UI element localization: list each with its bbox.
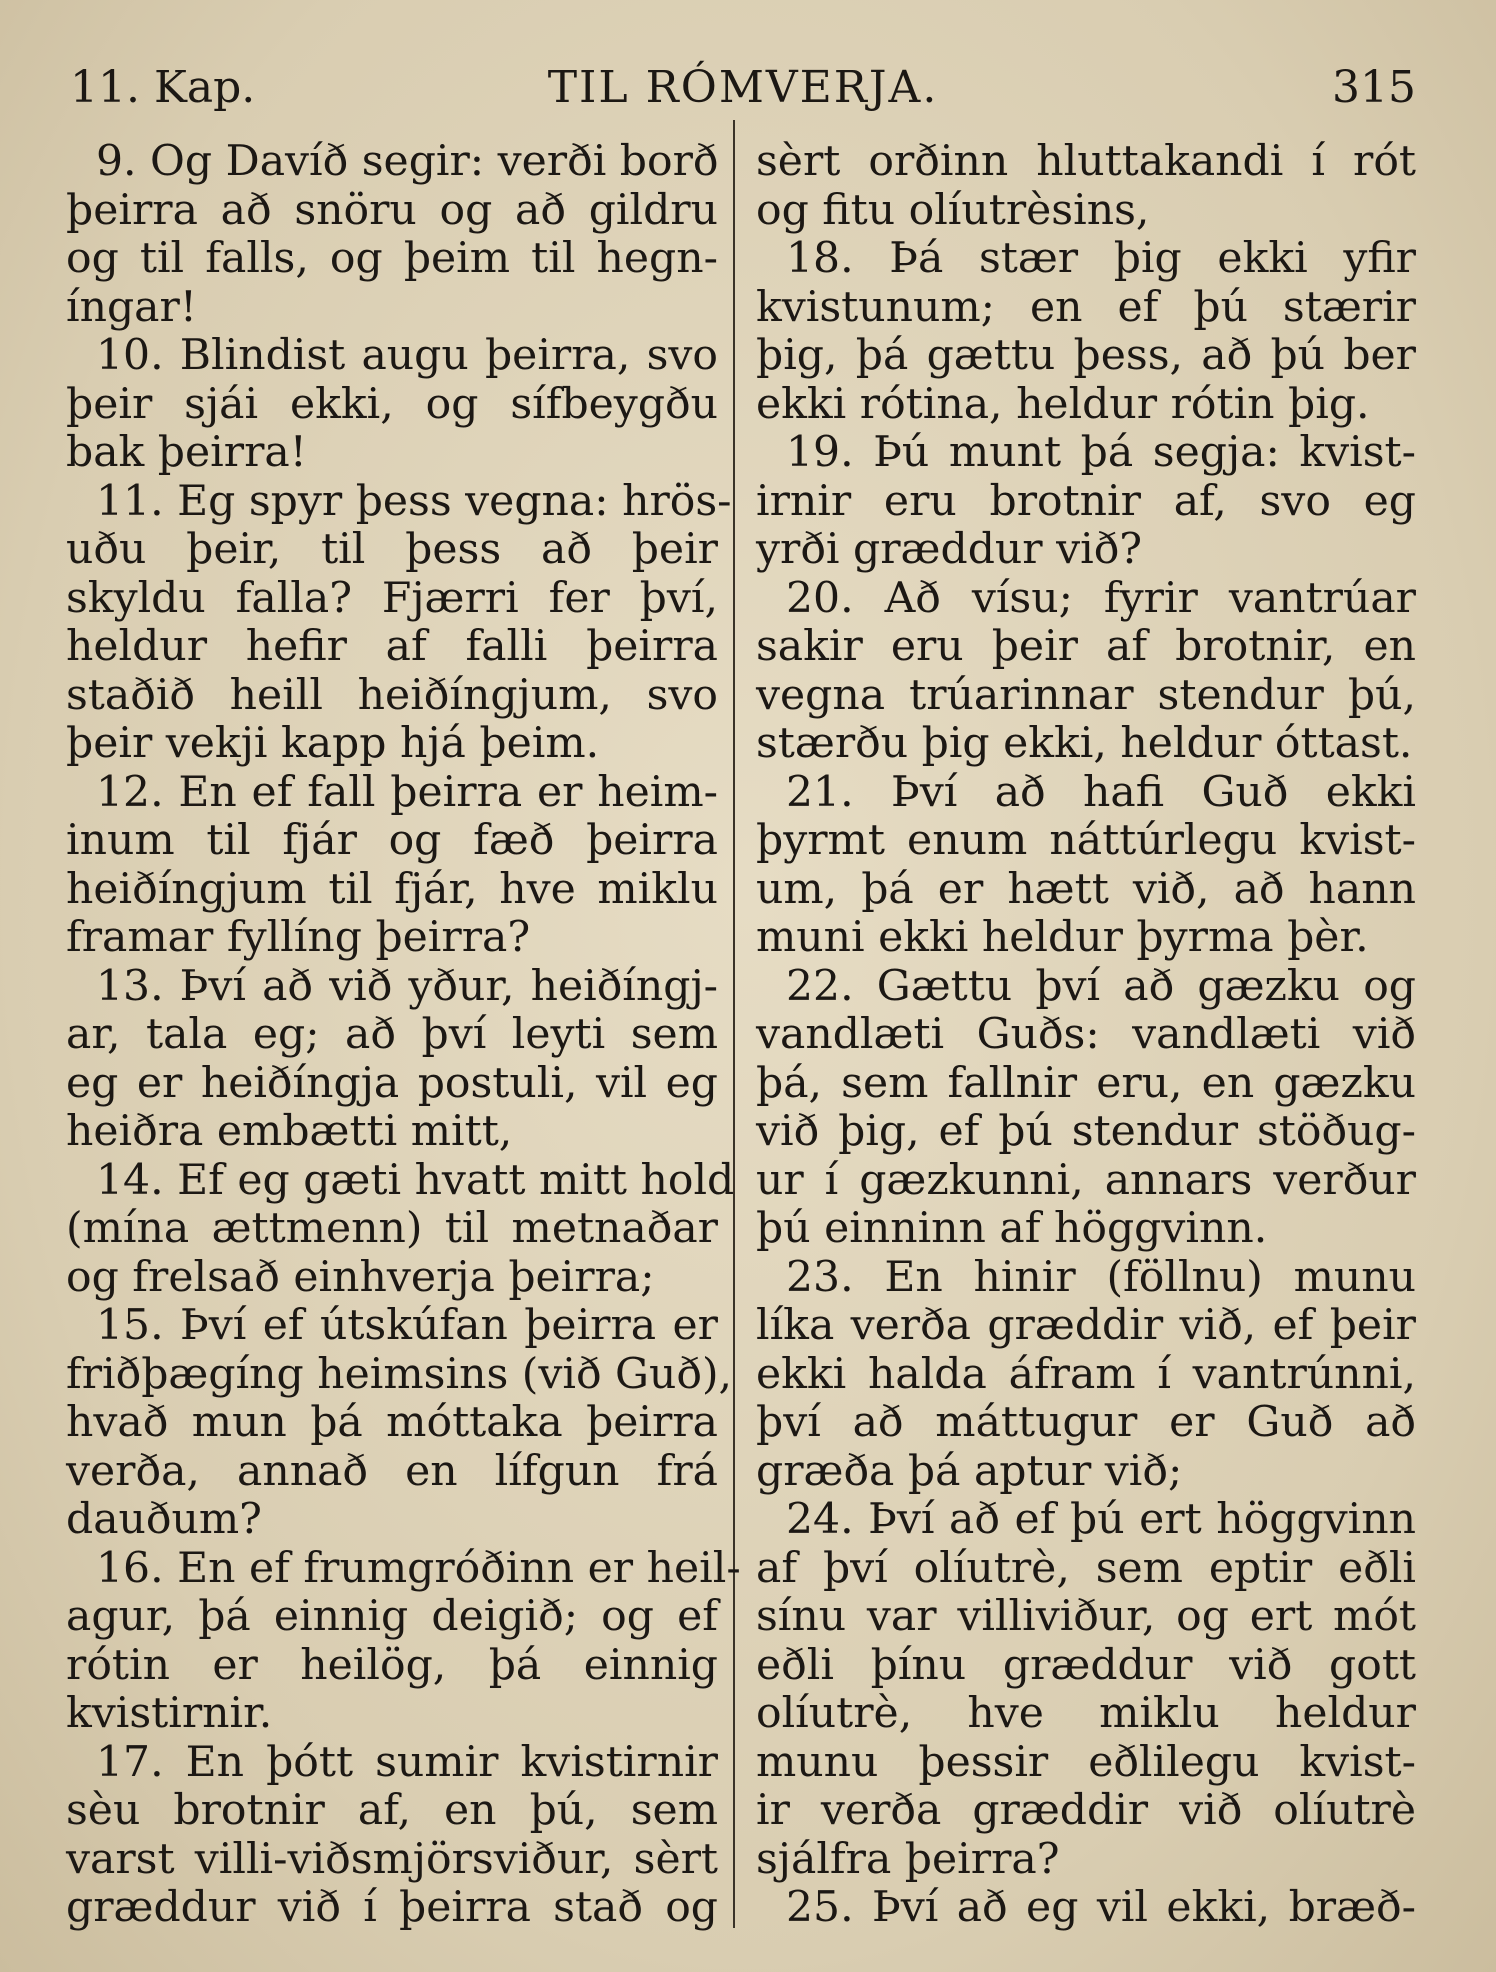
- text-line: uðu þeir, til þess að þeir: [66, 525, 718, 574]
- text-line: 16. En ef frumgróðinn er heil-: [96, 1543, 741, 1593]
- text-line: yrði græddur við?: [756, 525, 1143, 574]
- text-line: því að máttugur er Guð að: [756, 1398, 1416, 1447]
- text-line: irnir eru brotnir af, svo eg: [756, 476, 1416, 526]
- text-line: skyldu falla? Fjærri fer því,: [66, 573, 718, 623]
- text-line: (mína ættmenn) til metnaðar: [66, 1204, 718, 1253]
- text-line: 14. Ef eg gæti hvatt mitt hold: [96, 1155, 735, 1205]
- text-line: um, þá er hætt við, að hann: [756, 864, 1416, 914]
- text-line: þú einninn af höggvinn.: [756, 1204, 1268, 1253]
- text-line: 25. Því að eg vil ekki, bræð-: [786, 1883, 1416, 1932]
- text-line: 18. Þá stær þig ekki yfir: [786, 234, 1416, 283]
- text-line: þá, sem fallnir eru, en gæzku: [756, 1058, 1416, 1108]
- text-line: sakir eru þeir af brotnir, en: [756, 622, 1416, 671]
- text-line: framar fyllíng þeirra?: [66, 913, 531, 962]
- text-line: þeir vekji kapp hjá þeim.: [66, 719, 600, 768]
- text-line: eg er heiðíngja postuli, vil eg: [66, 1058, 718, 1108]
- text-line: verða, annað en lífgun frá: [66, 1446, 718, 1496]
- text-line: 24. Því að ef þú ert höggvinn: [786, 1495, 1416, 1544]
- text-line: kvistirnir.: [66, 1689, 273, 1738]
- text-line: þeirra að snöru og að gildru: [66, 185, 718, 235]
- text-line: heiðíngjum til fjár, hve miklu: [66, 864, 718, 914]
- text-line: bak þeirra!: [66, 428, 307, 477]
- text-line: friðþægíng heimsins (við Guð),: [66, 1349, 733, 1399]
- text-line: 15. Því ef útskúfan þeirra er: [96, 1301, 718, 1350]
- text-line: þeir sjái ekki, og sífbeygðu: [66, 379, 718, 429]
- text-line: vegna trúarinnar stendur þú,: [756, 670, 1416, 720]
- text-line: þig, þá gættu þess, að þú ber: [756, 331, 1416, 380]
- text-line: rótin er heilög, þá einnig: [66, 1640, 718, 1690]
- text-line: íngar!: [66, 282, 197, 332]
- text-line: og frelsað einhverja þeirra;: [66, 1252, 655, 1302]
- text-line: græddur við í þeirra stað og: [66, 1883, 718, 1932]
- text-line: stærðu þig ekki, heldur óttast.: [756, 719, 1413, 768]
- text-line: 22. Gættu því að gæzku og: [786, 961, 1416, 1011]
- page-title: TIL RÓMVERJA.: [547, 62, 939, 113]
- text-line: 11. Eg spyr þess vegna: hrös-: [96, 476, 732, 526]
- text-line: 23. En hinir (föllnu) munu: [786, 1252, 1416, 1302]
- text-line: 17. En þótt sumir kvistirnir: [96, 1737, 718, 1787]
- text-line: sjálfra þeirra?: [756, 1834, 1060, 1884]
- page-number: 315: [1332, 62, 1416, 113]
- text-line: heldur hefir af falli þeirra: [66, 622, 718, 671]
- text-line: 10. Blindist augu þeirra, svo: [96, 331, 718, 380]
- text-line: ekki rótina, heldur rótin þig.: [756, 379, 1370, 429]
- column-divider: [733, 120, 735, 1928]
- text-line: ir verða græddir við olíutrè: [756, 1786, 1416, 1835]
- text-line: ur í gæzkunni, annars verður: [756, 1155, 1416, 1205]
- text-line: staðið heill heiðíngjum, svo: [66, 670, 718, 720]
- text-line: 19. Þú munt þá segja: kvist-: [786, 428, 1416, 477]
- text-line: eðli þínu græddur við gott: [756, 1640, 1416, 1690]
- text-line: líka verða græddir við, ef þeir: [756, 1301, 1416, 1350]
- text-line: græða þá aptur við;: [756, 1446, 1183, 1496]
- text-line: ar, tala eg; að því leyti sem: [66, 1010, 718, 1059]
- text-line: 9. Og Davíð segir: verði borð: [96, 137, 719, 186]
- text-line: við þig, ef þú stendur stöðug-: [756, 1107, 1416, 1156]
- text-line: olíutrè, hve miklu heldur: [756, 1689, 1416, 1738]
- text-line: þyrmt enum náttúrlegu kvist-: [756, 816, 1416, 865]
- text-line: sèu brotnir af, en þú, sem: [66, 1786, 718, 1835]
- chapter-label: 11. Kap.: [70, 62, 256, 113]
- text-line: 12. En ef fall þeirra er heim-: [96, 767, 718, 817]
- text-line: varst villi-viðsmjörsviður, sèrt: [66, 1834, 718, 1884]
- text-line: 13. Því að við yður, heiðíngj-: [96, 961, 718, 1011]
- text-line: og til falls, og þeim til hegn-: [66, 234, 718, 283]
- text-line: agur, þá einnig deigið; og ef: [66, 1592, 718, 1641]
- text-line: munu þessir eðlilegu kvist-: [756, 1737, 1416, 1787]
- text-line: inum til fjár og fæð þeirra: [66, 816, 718, 865]
- text-line: 21. Því að hafi Guð ekki: [786, 767, 1416, 817]
- text-line: af því olíutrè, sem eptir eðli: [756, 1543, 1416, 1593]
- text-line: sèrt orðinn hluttakandi í rót: [756, 137, 1416, 186]
- text-line: hvað mun þá móttaka þeirra: [66, 1398, 718, 1447]
- text-line: vandlæti Guðs: vandlæti við: [756, 1010, 1416, 1059]
- text-line: heiðra embætti mitt,: [66, 1107, 513, 1156]
- text-line: muni ekki heldur þyrma þèr.: [756, 913, 1369, 962]
- text-line: sínu var villiviður, og ert mót: [756, 1592, 1416, 1641]
- running-header: [70, 62, 1416, 114]
- text-line: og fitu olíutrèsins,: [756, 185, 1150, 235]
- text-line: kvistunum; en ef þú stærir: [756, 282, 1416, 332]
- right-column: [756, 138, 1416, 1933]
- left-column: [66, 137, 741, 1933]
- text-line: dauðum?: [66, 1495, 262, 1544]
- text-line: ekki halda áfram í vantrúnni,: [756, 1349, 1416, 1399]
- text-line: 20. Að vísu; fyrir vantrúar: [786, 573, 1416, 623]
